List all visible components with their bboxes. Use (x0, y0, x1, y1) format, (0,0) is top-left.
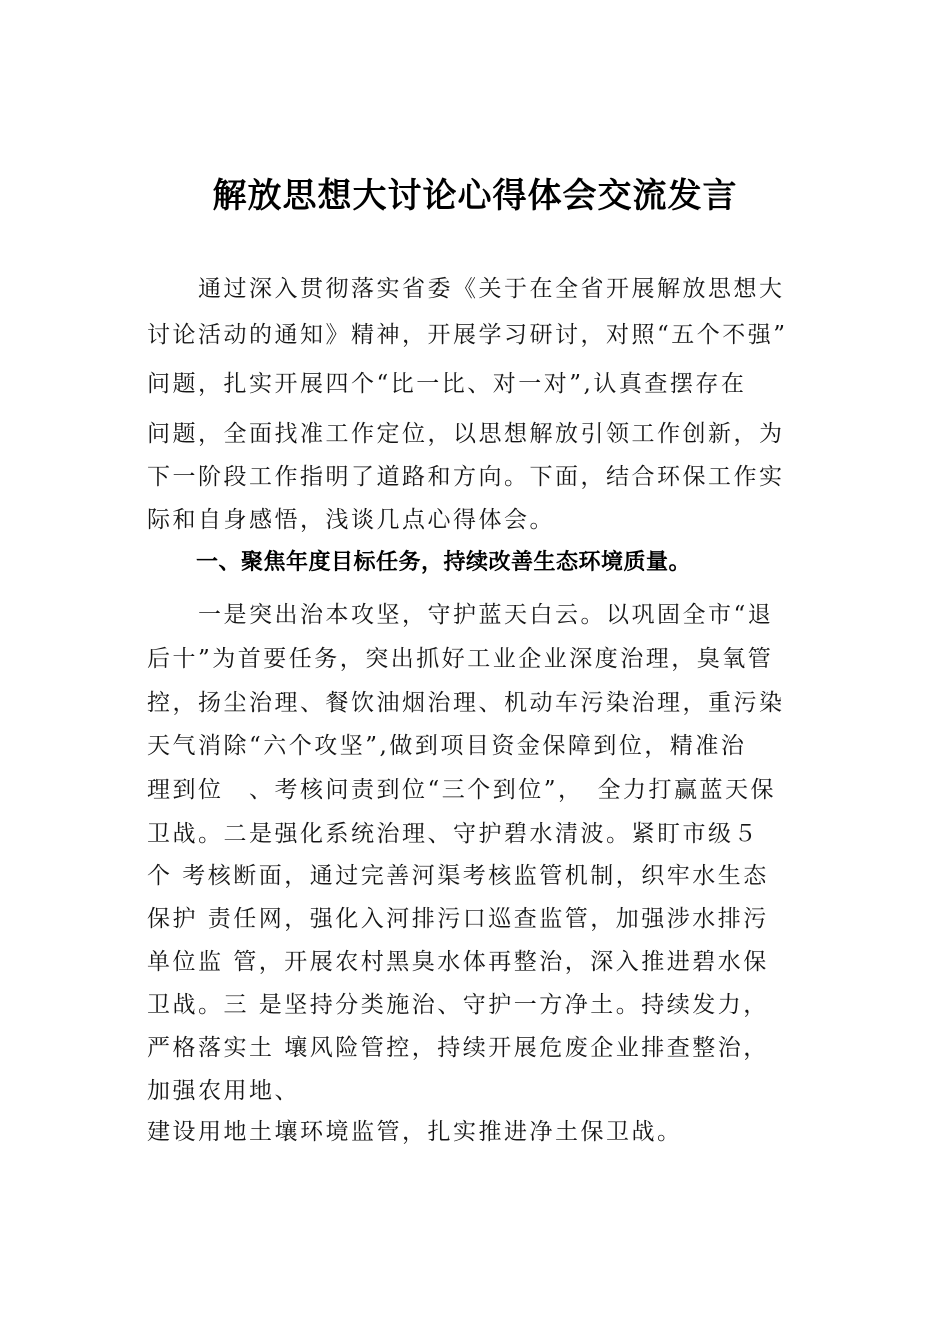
page-title: 解放思想大讨论心得体会交流发言 (212, 176, 738, 216)
paragraph-line: 保护 责任网，强化入河排污口巡查监管，加强涉水排污 (147, 906, 769, 932)
paragraph-line: 严格落实土 壤风险管控，持续开展危废企业排查整治， (147, 1035, 769, 1061)
paragraph-line: 通过深入贯彻落实省委《关于在全省开展解放思想大 (147, 276, 785, 302)
paragraph-line: 建设用地土壤环境监管，扎实推进净土保卫战。 (147, 1119, 683, 1145)
paragraph-line: 卫战。三 是坚持分类施治、守护一方净土。持续发力， (147, 992, 769, 1018)
paragraph-line: 讨论活动的通知》精神，开展学习研讨，对照“五个不强” (147, 322, 788, 348)
paragraph-line: 际和自身感悟，浅谈几点心得体会。 (147, 507, 555, 533)
paragraph-line: 个 考核断面，通过完善河渠考核监管机制，织牢水生态 (147, 863, 769, 889)
paragraph-line: 加强农用地、 (147, 1078, 300, 1104)
paragraph-line: 天气消除“六个攻坚”,做到项目资金保障到位，精准治 (147, 733, 747, 759)
paragraph-line: 后十”为首要任务，突出抓好工业企业深度治理，臭氧管 (147, 646, 774, 672)
paragraph-line: 控，扬尘治理、餐饮油烟治理、机动车污染治理，重污染 (147, 690, 785, 716)
paragraph-line: 一是突出治本攻坚，守护蓝天白云。以巩固全市“退 (147, 602, 774, 628)
paragraph-line: 单位监 管，开展农村黑臭水体再整治，深入推进碧水保 (147, 949, 769, 975)
paragraph-line: 问题，扎实开展四个“比一比、对一对”,认真查摆存在 (147, 371, 747, 397)
paragraph-line: 理到位 、考核问责到位“三个到位”， 全力打赢蓝天保 (147, 777, 777, 803)
section-heading: 一、聚焦年度目标任务，持续改善生态环境质量。 (196, 550, 692, 575)
paragraph-line: 问题，全面找准工作定位，以思想解放引领工作创新，为 (147, 421, 785, 447)
paragraph-line: 卫战。二是强化系统治理、守护碧水清波。紧盯市级５ (147, 821, 759, 847)
paragraph-line: 下一阶段工作指明了道路和方向。下面，结合环保工作实 (147, 464, 785, 490)
